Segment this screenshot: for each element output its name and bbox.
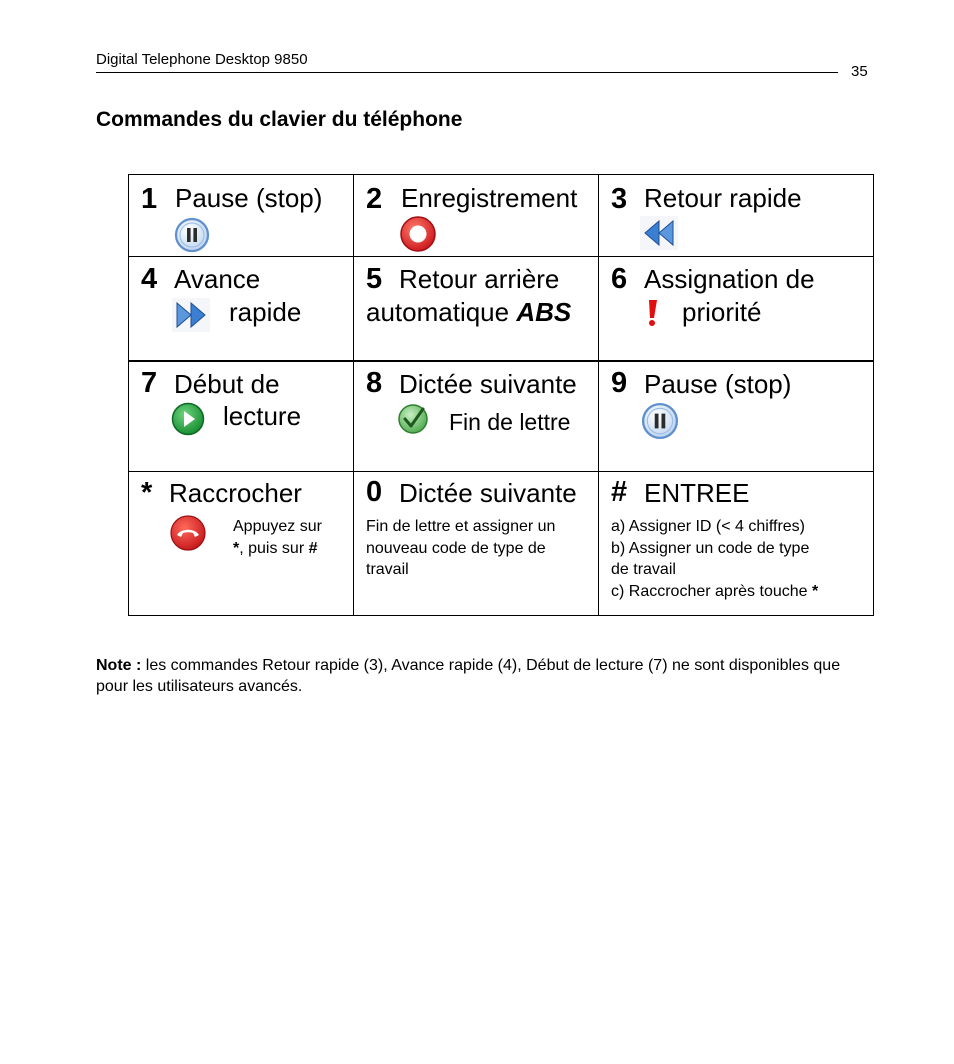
- play-icon: [171, 402, 205, 436]
- key-note-line: a) Assigner ID (< 4 chiffres): [611, 518, 805, 535]
- key-number: 2: [366, 183, 383, 215]
- key-cell-0: [354, 472, 599, 616]
- key-label: ENTREE: [644, 478, 750, 508]
- key-label: Pause (stop): [644, 369, 792, 399]
- note-text: les commandes Retour rapide (3), Avance rapide (4), Début de lecture (7) ne sont disponibles que pour les utilisateurs avancés.: [96, 657, 841, 695]
- key-sublabel: Fin de lettre: [449, 409, 571, 435]
- key-note-line: Fin de lettre et assigner un: [366, 518, 556, 535]
- key-label: Dictée suivante: [399, 478, 577, 508]
- hang-up-icon: [169, 514, 207, 552]
- record-icon: [399, 215, 437, 253]
- key-label-line1: Assignation de: [644, 264, 815, 294]
- key-number: 1: [141, 183, 158, 215]
- key-label: Dictée suivante: [399, 369, 577, 399]
- key-note-line1: Appuyez sur: [233, 518, 322, 535]
- key-note-line2: [233, 538, 318, 560]
- key-label-line2: [366, 299, 571, 325]
- keypad-commands-table: [128, 174, 874, 616]
- key-label-line2: priorité: [682, 297, 762, 327]
- key-cell-3: [599, 174, 874, 257]
- key-number: 4: [141, 263, 158, 295]
- section-title: Commandes du clavier du téléphone: [96, 108, 463, 131]
- key-label: Retour rapide: [644, 183, 802, 213]
- key-cell-8: [354, 362, 599, 472]
- hash-symbol: #: [308, 540, 318, 557]
- key-label: Pause (stop): [175, 183, 323, 213]
- key-note-line: b) Assigner un code de type: [611, 540, 810, 557]
- key-label-line1: Début de: [174, 369, 280, 399]
- fast-forward-icon: [171, 297, 211, 333]
- key-number: 0: [366, 476, 383, 508]
- key-label-text: automatique: [366, 297, 510, 327]
- page-number: 35: [851, 63, 868, 80]
- key-number: 9: [611, 367, 628, 399]
- key-label-line2: rapide: [229, 297, 302, 327]
- key-number: *: [141, 477, 153, 509]
- key-number: 7: [141, 367, 158, 399]
- footnote: [96, 655, 856, 697]
- key-cell-4: [128, 257, 354, 362]
- key-label-line2: lecture: [223, 401, 302, 431]
- key-label-line1: Avance: [174, 264, 261, 294]
- star-symbol: *: [233, 540, 240, 557]
- key-note-line: nouveau code de type de: [366, 540, 546, 557]
- priority-exclamation-icon: [643, 299, 661, 327]
- key-cell-7: [128, 362, 354, 472]
- rewind-icon: [639, 215, 679, 251]
- key-label: Enregistrement: [401, 183, 578, 213]
- key-label: Raccrocher: [169, 478, 302, 508]
- key-number: 8: [366, 367, 383, 399]
- checkmark-icon: [396, 402, 430, 436]
- key-cell-star: [128, 472, 354, 616]
- key-cell-1: [128, 174, 354, 257]
- key-cell-6: [599, 257, 874, 362]
- key-label-line1: Retour arrière: [399, 264, 560, 294]
- key-note-line: travail: [366, 561, 409, 578]
- key-note-text: c) Raccrocher après touche: [611, 583, 812, 600]
- key-number: 5: [366, 263, 383, 295]
- key-number: #: [611, 476, 628, 508]
- key-cell-9: [599, 362, 874, 472]
- key-note-line: de travail: [611, 561, 676, 578]
- key-cell-2: [354, 174, 599, 257]
- note-prefix: Note :: [96, 657, 142, 674]
- key-number: 3: [611, 183, 628, 215]
- key-note-text: , puis sur: [239, 540, 309, 557]
- pause-icon: [641, 402, 679, 440]
- header-title: Digital Telephone Desktop 9850: [96, 51, 308, 68]
- pause-icon: [174, 217, 210, 253]
- key-cell-hash: [599, 472, 874, 616]
- key-number: 6: [611, 263, 628, 295]
- key-cell-5: [354, 257, 599, 362]
- abs-label: ABS: [516, 297, 572, 327]
- star-symbol: *: [811, 583, 819, 600]
- header-divider: [96, 72, 838, 73]
- key-note-line: [611, 581, 818, 603]
